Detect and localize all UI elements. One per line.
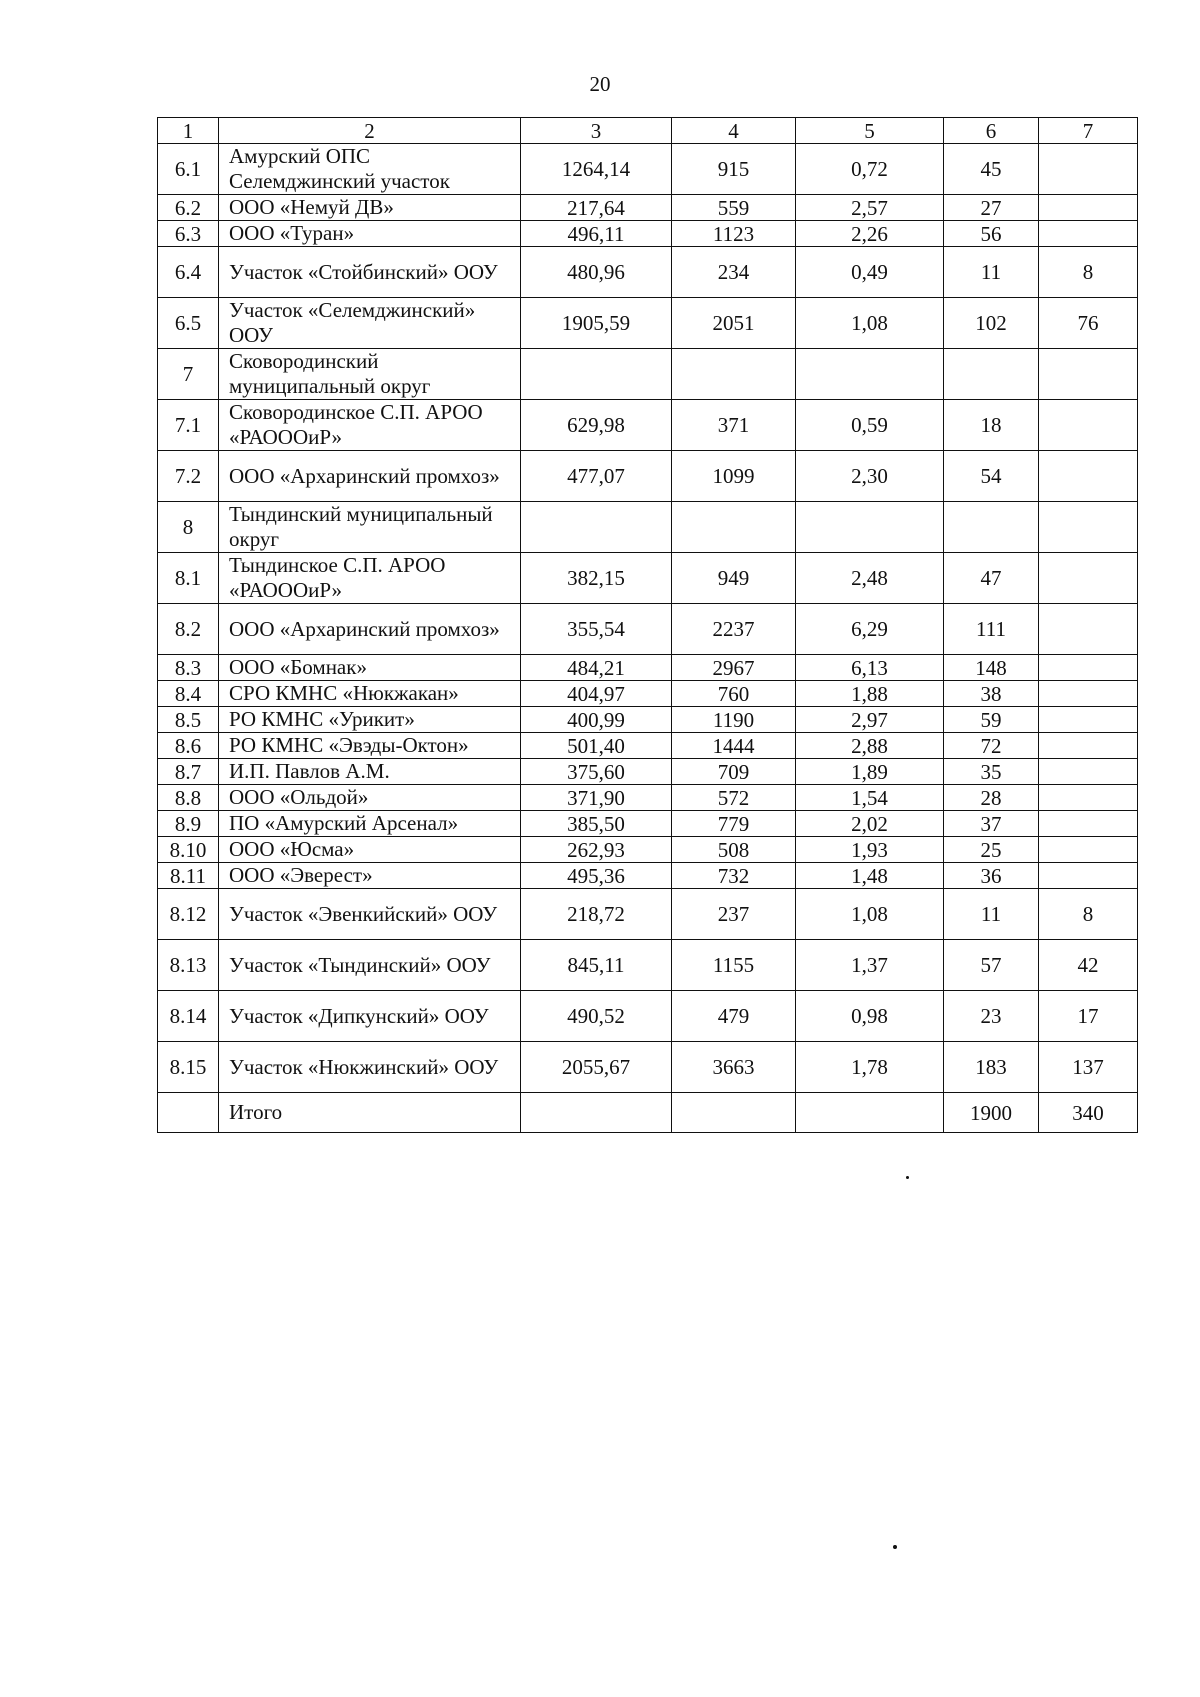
row-number: 6.3 [158, 221, 219, 247]
table-cell: 59 [944, 707, 1039, 733]
table-cell [1039, 195, 1138, 221]
table-cell: 1,48 [796, 863, 944, 889]
row-number: 7.2 [158, 451, 219, 502]
total-cell: 1900 [944, 1093, 1039, 1133]
organization-name: ООО «Архаринский промхоз» [219, 604, 521, 655]
table-cell: 42 [1039, 940, 1138, 991]
table-cell: 76 [1039, 298, 1138, 349]
table-cell: 17 [1039, 991, 1138, 1042]
table-row [158, 604, 1138, 655]
organization-name: Участок «Дипкунский» ООУ [219, 991, 521, 1042]
organization-name: ООО «Ольдой» [219, 785, 521, 811]
organization-name: Участок «Нюкжинский» ООУ [219, 1042, 521, 1093]
table-cell [1039, 221, 1138, 247]
row-number: 8.7 [158, 759, 219, 785]
table-row [158, 144, 1138, 195]
row-number: 6.2 [158, 195, 219, 221]
table-cell: 11 [944, 889, 1039, 940]
table-cell: 2,57 [796, 195, 944, 221]
table-cell: 2055,67 [521, 1042, 672, 1093]
table-cell [672, 349, 796, 400]
table-cell: 629,98 [521, 400, 672, 451]
organization-name: РО КМНС «Эвэды-Октон» [219, 733, 521, 759]
table-cell: 2967 [672, 655, 796, 681]
organization-name: Сковородинский муниципальный округ [219, 349, 521, 400]
table-cell: 1155 [672, 940, 796, 991]
table-cell: 8 [1039, 247, 1138, 298]
table-cell: 1905,59 [521, 298, 672, 349]
table-cell: 2,02 [796, 811, 944, 837]
table-cell: 111 [944, 604, 1039, 655]
table-cell: 57 [944, 940, 1039, 991]
table-row [158, 759, 1138, 785]
table-row [158, 940, 1138, 991]
table-row [158, 991, 1138, 1042]
table-cell: 382,15 [521, 553, 672, 604]
row-number: 8.2 [158, 604, 219, 655]
table-cell: 1099 [672, 451, 796, 502]
header-cell: 2 [219, 118, 521, 144]
organization-name: Участок «Тындинский» ООУ [219, 940, 521, 991]
row-number: 6.5 [158, 298, 219, 349]
organization-name: СРО КМНС «Нюкжакан» [219, 681, 521, 707]
table-cell: 479 [672, 991, 796, 1042]
header-cell: 1 [158, 118, 219, 144]
table-cell: 2,88 [796, 733, 944, 759]
table-cell: 2,48 [796, 553, 944, 604]
table-cell: 237 [672, 889, 796, 940]
table-cell: 1,54 [796, 785, 944, 811]
table-cell: 2237 [672, 604, 796, 655]
table-row [158, 451, 1138, 502]
table-cell: 8 [1039, 889, 1138, 940]
table-row [158, 349, 1138, 400]
table-row [158, 655, 1138, 681]
table-cell: 572 [672, 785, 796, 811]
organization-name: Тындинское С.П. АРОО «РАОООиР» [219, 553, 521, 604]
table-cell [1039, 759, 1138, 785]
table-row [158, 811, 1138, 837]
table-row [158, 1042, 1138, 1093]
table-cell: 0,72 [796, 144, 944, 195]
data-table [157, 117, 1138, 1133]
table-cell: 234 [672, 247, 796, 298]
table-header-row [158, 118, 1138, 144]
total-cell: 340 [1039, 1093, 1138, 1133]
table-cell: 36 [944, 863, 1039, 889]
table-cell: 54 [944, 451, 1039, 502]
table-cell: 484,21 [521, 655, 672, 681]
table-row [158, 681, 1138, 707]
page-number: 20 [589, 72, 611, 96]
table-cell: 355,54 [521, 604, 672, 655]
table-cell [1039, 655, 1138, 681]
header-cell: 6 [944, 118, 1039, 144]
organization-name: Участок «Эвенкийский» ООУ [219, 889, 521, 940]
total-cell [672, 1093, 796, 1133]
table-cell: 1444 [672, 733, 796, 759]
row-number: 8.10 [158, 837, 219, 863]
table-cell: 218,72 [521, 889, 672, 940]
table-cell: 18 [944, 400, 1039, 451]
table-row [158, 502, 1138, 553]
table-cell: 1,93 [796, 837, 944, 863]
table-row [158, 247, 1138, 298]
organization-name: И.П. Павлов А.М. [219, 759, 521, 785]
table-cell: 45 [944, 144, 1039, 195]
total-label: Итого [219, 1093, 521, 1133]
table-cell: 1,08 [796, 889, 944, 940]
table-cell: 25 [944, 837, 1039, 863]
table-cell: 496,11 [521, 221, 672, 247]
table-cell: 11 [944, 247, 1039, 298]
table-cell: 148 [944, 655, 1039, 681]
header-cell: 5 [796, 118, 944, 144]
table-cell: 183 [944, 1042, 1039, 1093]
table-body [158, 118, 1138, 1133]
table-row [158, 400, 1138, 451]
row-number: 7.1 [158, 400, 219, 451]
table-cell: 760 [672, 681, 796, 707]
table-cell: 709 [672, 759, 796, 785]
table-cell: 480,96 [521, 247, 672, 298]
row-number: 8.11 [158, 863, 219, 889]
row-number: 8.13 [158, 940, 219, 991]
table-cell: 732 [672, 863, 796, 889]
table-cell: 508 [672, 837, 796, 863]
organization-name: ООО «Немуй ДВ» [219, 195, 521, 221]
row-number: 8.15 [158, 1042, 219, 1093]
table-cell: 23 [944, 991, 1039, 1042]
table-cell: 400,99 [521, 707, 672, 733]
table-cell [1039, 733, 1138, 759]
table-cell: 217,64 [521, 195, 672, 221]
table-cell: 0,59 [796, 400, 944, 451]
table-cell: 1,78 [796, 1042, 944, 1093]
organization-name: Тындинский муниципальный округ [219, 502, 521, 553]
table-cell [1039, 863, 1138, 889]
table-cell: 404,97 [521, 681, 672, 707]
row-number: 7 [158, 349, 219, 400]
table-cell: 28 [944, 785, 1039, 811]
table-cell: 495,36 [521, 863, 672, 889]
organization-name: Сковородинское С.П. АРОО «РАОООиР» [219, 400, 521, 451]
row-number: 8.14 [158, 991, 219, 1042]
table-cell [796, 502, 944, 553]
table-row [158, 221, 1138, 247]
table-row [158, 707, 1138, 733]
table-cell: 2,26 [796, 221, 944, 247]
scan-speck [893, 1545, 897, 1549]
total-cell [158, 1093, 219, 1133]
scan-speck [906, 1176, 909, 1179]
organization-name: Участок «Селемджинский» ООУ [219, 298, 521, 349]
organization-name: ООО «Бомнак» [219, 655, 521, 681]
table-row [158, 863, 1138, 889]
table-cell: 37 [944, 811, 1039, 837]
table-cell: 949 [672, 553, 796, 604]
table-cell: 375,60 [521, 759, 672, 785]
table-row [158, 195, 1138, 221]
table-cell [1039, 144, 1138, 195]
table-cell: 72 [944, 733, 1039, 759]
table-cell [1039, 553, 1138, 604]
table-cell [672, 502, 796, 553]
table-cell: 102 [944, 298, 1039, 349]
table-cell: 35 [944, 759, 1039, 785]
total-cell [521, 1093, 672, 1133]
organization-name: ПО «Амурский Арсенал» [219, 811, 521, 837]
table-cell: 1,89 [796, 759, 944, 785]
row-number: 8.6 [158, 733, 219, 759]
table-cell [1039, 400, 1138, 451]
organization-name: ООО «Эверест» [219, 863, 521, 889]
table-cell: 2,30 [796, 451, 944, 502]
table-cell: 779 [672, 811, 796, 837]
table-cell [1039, 707, 1138, 733]
table-cell: 477,07 [521, 451, 672, 502]
organization-name: РО КМНС «Урикит» [219, 707, 521, 733]
table-cell: 0,49 [796, 247, 944, 298]
table-cell [1039, 785, 1138, 811]
table-row [158, 889, 1138, 940]
organization-name: ООО «Архаринский промхоз» [219, 451, 521, 502]
table-cell: 6,29 [796, 604, 944, 655]
table-row [158, 837, 1138, 863]
table-cell: 371,90 [521, 785, 672, 811]
row-number: 6.4 [158, 247, 219, 298]
table-cell: 38 [944, 681, 1039, 707]
table-cell: 6,13 [796, 655, 944, 681]
table-cell [521, 349, 672, 400]
table-cell [1039, 502, 1138, 553]
table-cell [944, 502, 1039, 553]
row-number: 8.12 [158, 889, 219, 940]
table-cell: 1,08 [796, 298, 944, 349]
organization-name: ООО «Юсма» [219, 837, 521, 863]
table-cell [1039, 811, 1138, 837]
row-number: 8.9 [158, 811, 219, 837]
table-cell: 1123 [672, 221, 796, 247]
total-row [158, 1093, 1138, 1133]
table-cell [796, 349, 944, 400]
table-cell: 915 [672, 144, 796, 195]
row-number: 8.5 [158, 707, 219, 733]
table-cell [1039, 451, 1138, 502]
table-cell: 27 [944, 195, 1039, 221]
table-cell: 371 [672, 400, 796, 451]
table-cell: 501,40 [521, 733, 672, 759]
row-number: 8.3 [158, 655, 219, 681]
row-number: 8.8 [158, 785, 219, 811]
organization-name: Амурский ОПС Селемджинский участок [219, 144, 521, 195]
table-cell [521, 502, 672, 553]
table-cell: 3663 [672, 1042, 796, 1093]
row-number: 6.1 [158, 144, 219, 195]
table-cell: 845,11 [521, 940, 672, 991]
row-number: 8.1 [158, 553, 219, 604]
table-cell: 1,88 [796, 681, 944, 707]
table-row [158, 553, 1138, 604]
table-cell: 262,93 [521, 837, 672, 863]
header-cell: 3 [521, 118, 672, 144]
table-cell [1039, 681, 1138, 707]
table-cell: 0,98 [796, 991, 944, 1042]
header-cell: 7 [1039, 118, 1138, 144]
row-number: 8 [158, 502, 219, 553]
table-cell: 56 [944, 221, 1039, 247]
table-cell [944, 349, 1039, 400]
table-cell [1039, 837, 1138, 863]
table-cell [1039, 604, 1138, 655]
table-row [158, 298, 1138, 349]
row-number: 8.4 [158, 681, 219, 707]
table-cell: 2,97 [796, 707, 944, 733]
table-cell: 2051 [672, 298, 796, 349]
table-cell: 1264,14 [521, 144, 672, 195]
organization-name: Участок «Стойбинский» ООУ [219, 247, 521, 298]
table-cell: 559 [672, 195, 796, 221]
table-cell [1039, 349, 1138, 400]
table-cell: 1,37 [796, 940, 944, 991]
organization-name: ООО «Туран» [219, 221, 521, 247]
table-row [158, 733, 1138, 759]
table-cell: 1190 [672, 707, 796, 733]
table-row [158, 785, 1138, 811]
table-cell: 137 [1039, 1042, 1138, 1093]
total-cell [796, 1093, 944, 1133]
table-cell: 490,52 [521, 991, 672, 1042]
table-cell: 385,50 [521, 811, 672, 837]
table-cell: 47 [944, 553, 1039, 604]
header-cell: 4 [672, 118, 796, 144]
